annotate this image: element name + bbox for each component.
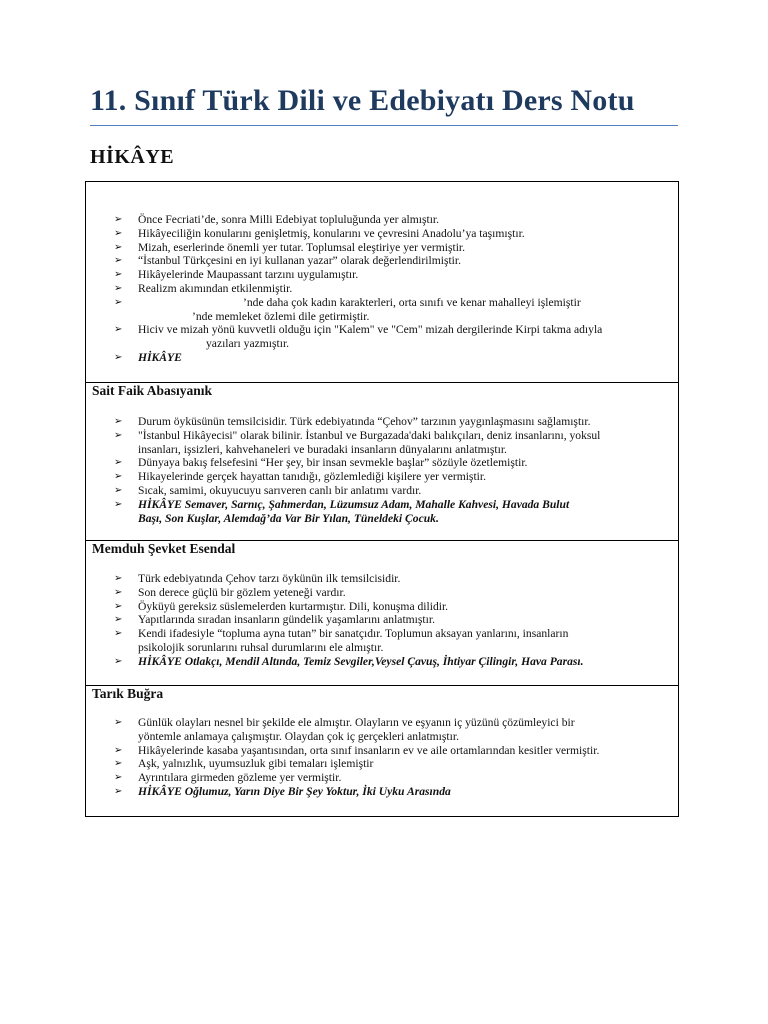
bullet-list	[92, 557, 674, 669]
arrow-bullet-icon: ➢	[114, 324, 123, 336]
title-underline	[90, 125, 678, 126]
document-title: 11. Sınıf Türk Dili ve Edebiyatı Ders Notu	[90, 84, 635, 117]
arrow-bullet-icon: ➢	[114, 498, 123, 510]
list-item: ➢ Hikâyelerinde kasaba yaşantısından, orta sınıf insanların ev ve aile ortamlarından kesitler vermiştir.	[114, 743, 600, 757]
list-item: ➢ "İstanbul Hikâyecisi" olarak bilinir. İstanbul ve Burgazada'daki balıkçıları, deniz insanlarını, yoksul insanları, işsizleri, kahvehaneleri ve buradaki insanların dünyalarını anlatmıştır.	[114, 428, 601, 456]
arrow-bullet-icon: ➢	[114, 628, 123, 640]
list-item: ➢ Son derece güçlü bir gözlem yeteneği vardır.	[114, 585, 346, 599]
arrow-bullet-icon: ➢	[114, 269, 123, 281]
author-section-memduh-sevket	[86, 540, 678, 685]
list-item: ➢ HİKÂYE Semaver, Sarnıç, Şahmerdan, Lüzumsuz Adam, Mahalle Kahvesi, Havada Bulut Başı, Son Kuşlar, Alemdağ’da Var Bir Yılan, Tüneldeki Çocuk.	[114, 497, 570, 525]
list-item: ➢ Sıcak, samimi, okuyucuyu sarıveren canlı bir anlatımı vardır.	[114, 483, 422, 497]
arrow-bullet-icon: ➢	[114, 600, 123, 612]
author-section-sait-faik	[86, 382, 678, 540]
author-name: Sait Faik Abasıyanık	[92, 383, 213, 398]
list-item: ➢ Aşk, yalnızlık, uyumsuzluk gibi temaları işlemiştir	[114, 757, 374, 771]
list-item: ➢ HİKÂYE Oğlumuz, Yarın Diye Bir Şey Yoktur, İki Uyku Arasında	[114, 784, 451, 798]
arrow-bullet-icon: ➢	[114, 785, 123, 797]
arrow-bullet-icon: ➢	[114, 614, 123, 626]
notes-table	[85, 181, 679, 817]
arrow-bullet-icon: ➢	[114, 655, 123, 667]
arrow-bullet-icon: ➢	[114, 772, 123, 784]
arrow-bullet-icon: ➢	[114, 744, 123, 756]
arrow-bullet-icon: ➢	[114, 758, 123, 770]
list-item: ➢ Türk edebiyatında Çehov tarzı öykünün ilk temsilcisidir.	[114, 572, 401, 585]
list-item: ➢ Kendi ifadesiyle “topluma ayna tutan” bir sanatçıdır. Toplumun aksayan yanlarını, insanların psikolojik sorunlarını ruhsal durumlarını ele almıştır.	[114, 627, 569, 654]
bullet-list	[92, 702, 674, 799]
list-item: ➢ Önce Fecriati’de, sonra Milli Edebiyat topluluğunda yer almıştır.	[114, 213, 440, 226]
list-item: ➢ Hiciv ve mizah yönü kuvvetli olduğu için "Kalem" ve "Cem" mizah dergilerinde Kirpi takma adıyla yazıları yazmıştır.	[114, 323, 603, 351]
list-item: ➢ Durum öyküsünün temsilcisidir. Türk edebiyatında “Çehov” tarzının yaygınlaşmasını sağlamıştır.	[114, 415, 591, 428]
list-item: ➢ Ayrıntılara girmeden gözleme yer vermiştir.	[114, 771, 342, 785]
author-section-tarik-bugra	[86, 685, 678, 816]
arrow-bullet-icon: ➢	[114, 282, 123, 294]
arrow-bullet-icon: ➢	[114, 586, 123, 598]
arrow-bullet-icon: ➢	[114, 227, 123, 239]
arrow-bullet-icon: ➢	[114, 573, 123, 584]
section-heading: HİKÂYE	[90, 146, 175, 168]
list-item: ➢ Yapıtlarında sıradan insanların gündelik yaşamlarını anlatmıştır.	[114, 613, 435, 627]
list-item: ➢ Öyküyü gereksiz süslemelerden kurtarmıştır. Dili, konuşma dilidir.	[114, 599, 449, 613]
list-item: ➢ Hikayelerinde gerçek hayattan tanıdığı, gözlemlediği kişilere yer vermiştir.	[114, 470, 487, 484]
arrow-bullet-icon: ➢	[114, 255, 123, 267]
list-item: ➢ Günlük olayları nesnel bir şekilde ele almıştır. Olayların ve eşyanın iç yüzünü çözümleyici bir yöntemle anlamaya çalışmıştır. Olaydan çok iç gerçekleri anlatmıştır.	[114, 716, 575, 743]
arrow-bullet-icon: ➢	[114, 214, 123, 225]
author-name: Memduh Şevket Esendal	[92, 541, 236, 556]
bullet-list	[92, 399, 674, 525]
arrow-bullet-icon: ➢	[114, 429, 123, 441]
arrow-bullet-icon: ➢	[114, 416, 123, 427]
list-item: ➢ ’nde daha çok kadın karakterleri, orta sınıfı ve kenar mahalleyi işlemiştir ’nde memleket özlemi dile getirmiştir.	[114, 295, 581, 323]
arrow-bullet-icon: ➢	[114, 471, 123, 483]
arrow-bullet-icon: ➢	[114, 457, 123, 469]
list-item: ➢ Realizm akımından etkilenmiştir.	[114, 281, 293, 295]
list-item: ➢ “İstanbul Türkçesini en iyi kullanan yazar” olarak değerlendirilmiştir.	[114, 254, 462, 268]
bullet-list	[92, 182, 674, 365]
arrow-bullet-icon: ➢	[114, 296, 123, 308]
arrow-bullet-icon: ➢	[114, 241, 123, 253]
list-item: ➢ Mizah, eserlerinde önemli yer tutar. Toplumsal eleştiriye yer vermiştir.	[114, 240, 466, 254]
list-item: ➢ HİKÂYE	[114, 350, 182, 364]
author-section-unnamed	[86, 182, 678, 382]
arrow-bullet-icon: ➢	[114, 484, 123, 496]
list-item: ➢ Hikâyelerinde Maupassant tarzını uygulamıştır.	[114, 268, 359, 282]
arrow-bullet-icon: ➢	[114, 717, 123, 728]
list-item: ➢ Hikâyeciliğin konularını genişletmiş, konularını ve çevresini Anadolu’ya taşımıştır.	[114, 226, 525, 240]
list-item: ➢ Dünyaya bakış felsefesini “Her şey, bir insan sevmekle başlar” sözüyle özetlemiştir.	[114, 456, 528, 470]
arrow-bullet-icon: ➢	[114, 351, 123, 363]
list-item: ➢ HİKÂYE Otlakçı, Mendil Altında, Temiz Sevgiler,Veysel Çavuş, İhtiyar Çilingir, Hava Parası.	[114, 654, 584, 668]
author-name: Tarık Buğra	[92, 686, 164, 701]
